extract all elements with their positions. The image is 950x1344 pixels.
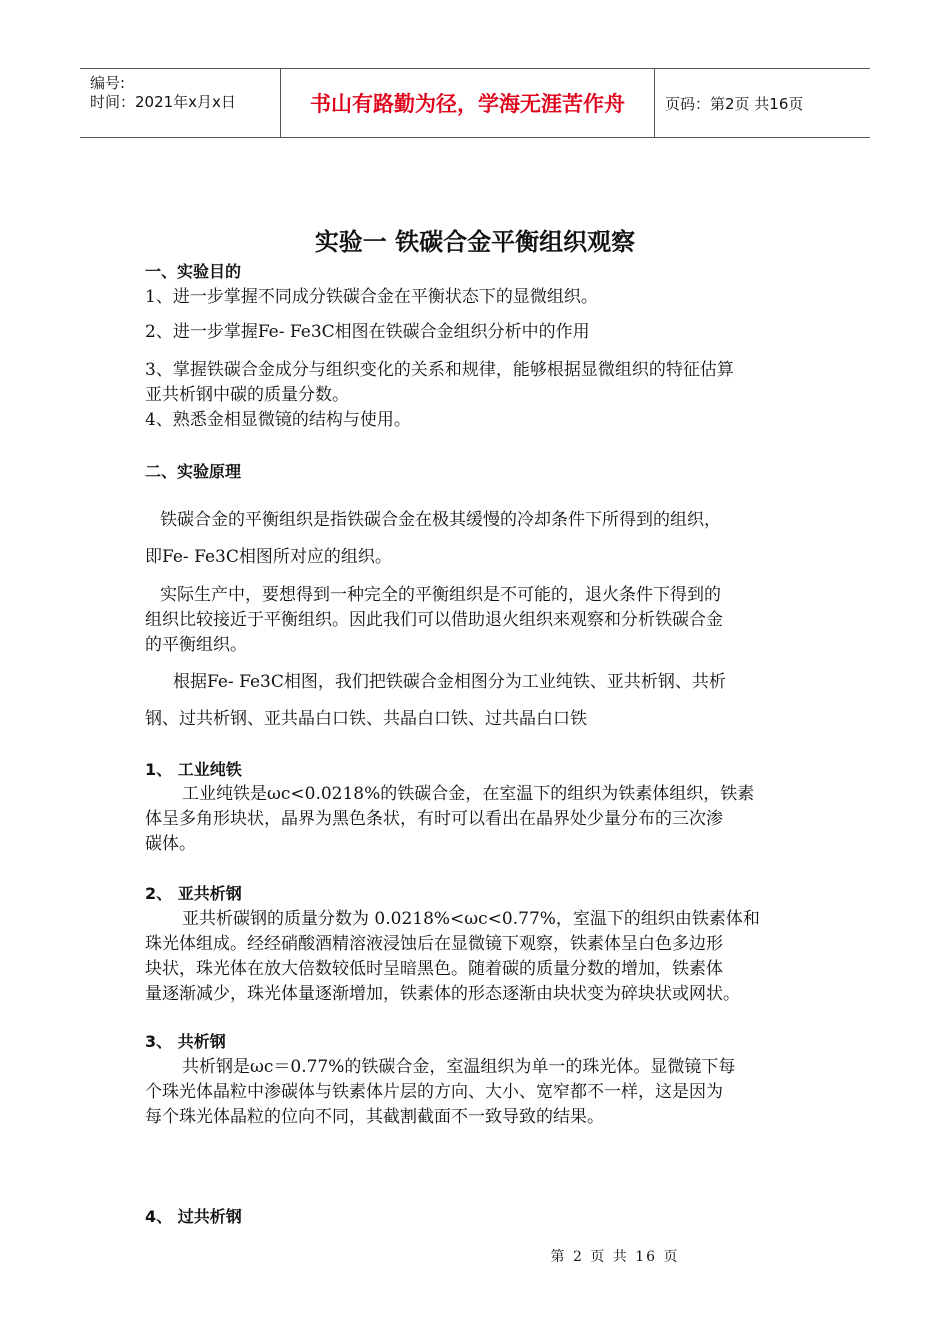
page-header <box>80 68 870 138</box>
section-heading-purpose: 一、实验目的 <box>145 262 242 281</box>
document-number-label: 编号: <box>90 74 126 92</box>
purpose-item: 1、进一步掌握不同成分铁碳合金在平衡状态下的显微组织。 <box>145 287 598 307</box>
page-title: 实验一 铁碳合金平衡组织观察 <box>314 228 636 256</box>
principle-paragraph: 组织比较接近于平衡组织。因此我们可以借助退火组织来观察和分析铁碳合金 <box>145 610 723 630</box>
header-motto: 书山有路勤为径，学海无涯苦作舟 <box>281 69 655 137</box>
header-page-number: 页码：第2页 共16页 <box>665 94 804 113</box>
page-footer: 第 2 页 共 16 页 <box>550 1249 680 1265</box>
pure-iron-text: 工业纯铁是ωc<0.0218%的铁碳合金，在室温下的组织为铁素体组织，铁素 <box>182 784 755 804</box>
hypoeutectoid-text: 块状，珠光体在放大倍数较低时呈暗黑色。随着碳的质量分数的增加，铁素体 <box>145 959 723 979</box>
principle-paragraph: 钢、过共析钢、亚共晶白口铁、共晶白口铁、过共晶白口铁 <box>145 709 587 729</box>
subsection-heading-eutectoid: 3、 共析钢 <box>145 1032 226 1051</box>
pure-iron-text: 体呈多角形块状，晶界为黑色条状，有时可以看出在晶界处少量分布的三次渗 <box>145 809 723 829</box>
subsection-heading-hypoeutectoid: 2、 亚共析钢 <box>145 884 242 903</box>
principle-paragraph: 即Fe- Fe3C相图所对应的组织。 <box>145 547 392 567</box>
header-meta-cell <box>80 69 281 137</box>
purpose-item: 3、掌握铁碳合金成分与组织变化的关系和规律，能够根据显微组织的特征估算 <box>145 360 734 380</box>
document-time-label: 时间：2021年x月x日 <box>90 93 236 111</box>
eutectoid-text: 共析钢是ωc＝0.77%的铁碳合金，室温组织为单一的珠光体。显微镜下每 <box>182 1057 736 1077</box>
principle-paragraph: 铁碳合金的平衡组织是指铁碳合金在极其缓慢的冷却条件下所得到的组织， <box>160 510 721 530</box>
purpose-item: 亚共析钢中碳的质量分数。 <box>145 385 349 405</box>
section-heading-principle: 二、实验原理 <box>145 462 242 481</box>
eutectoid-text: 每个珠光体晶粒的位向不同，其截割截面不一致导致的结果。 <box>145 1107 604 1127</box>
pure-iron-text: 碳体。 <box>145 834 196 854</box>
principle-paragraph: 的平衡组织。 <box>145 635 247 655</box>
hypoeutectoid-text: 亚共析碳钢的质量分数为 0.0218%<ωc<0.77%，室温下的组织由铁素体和 <box>182 909 760 929</box>
purpose-item: 4、熟悉金相显微镜的结构与使用。 <box>145 410 411 430</box>
purpose-item: 2、进一步掌握Fe- Fe3C相图在铁碳合金组织分析中的作用 <box>145 322 590 342</box>
hypoeutectoid-text: 量逐渐减少，珠光体量逐渐增加，铁素体的形态逐渐由块状变为碎块状或网状。 <box>145 984 740 1004</box>
eutectoid-text: 个珠光体晶粒中渗碳体与铁素体片层的方向、大小、宽窄都不一样，这是因为 <box>145 1082 723 1102</box>
hypoeutectoid-text: 珠光体组成。经经硝酸酒精溶液浸蚀后在显微镜下观察，铁素体呈白色多边形 <box>145 934 723 954</box>
principle-paragraph: 实际生产中，要想得到一种完全的平衡组织是不可能的，退火条件下得到的 <box>160 585 721 605</box>
subsection-heading-pure-iron: 1、 工业纯铁 <box>145 760 242 779</box>
subsection-heading-hypereutectoid: 4、 过共析钢 <box>145 1207 242 1226</box>
principle-paragraph: 根据Fe- Fe3C相图，我们把铁碳合金相图分为工业纯铁、亚共析钢、共析 <box>173 672 726 692</box>
